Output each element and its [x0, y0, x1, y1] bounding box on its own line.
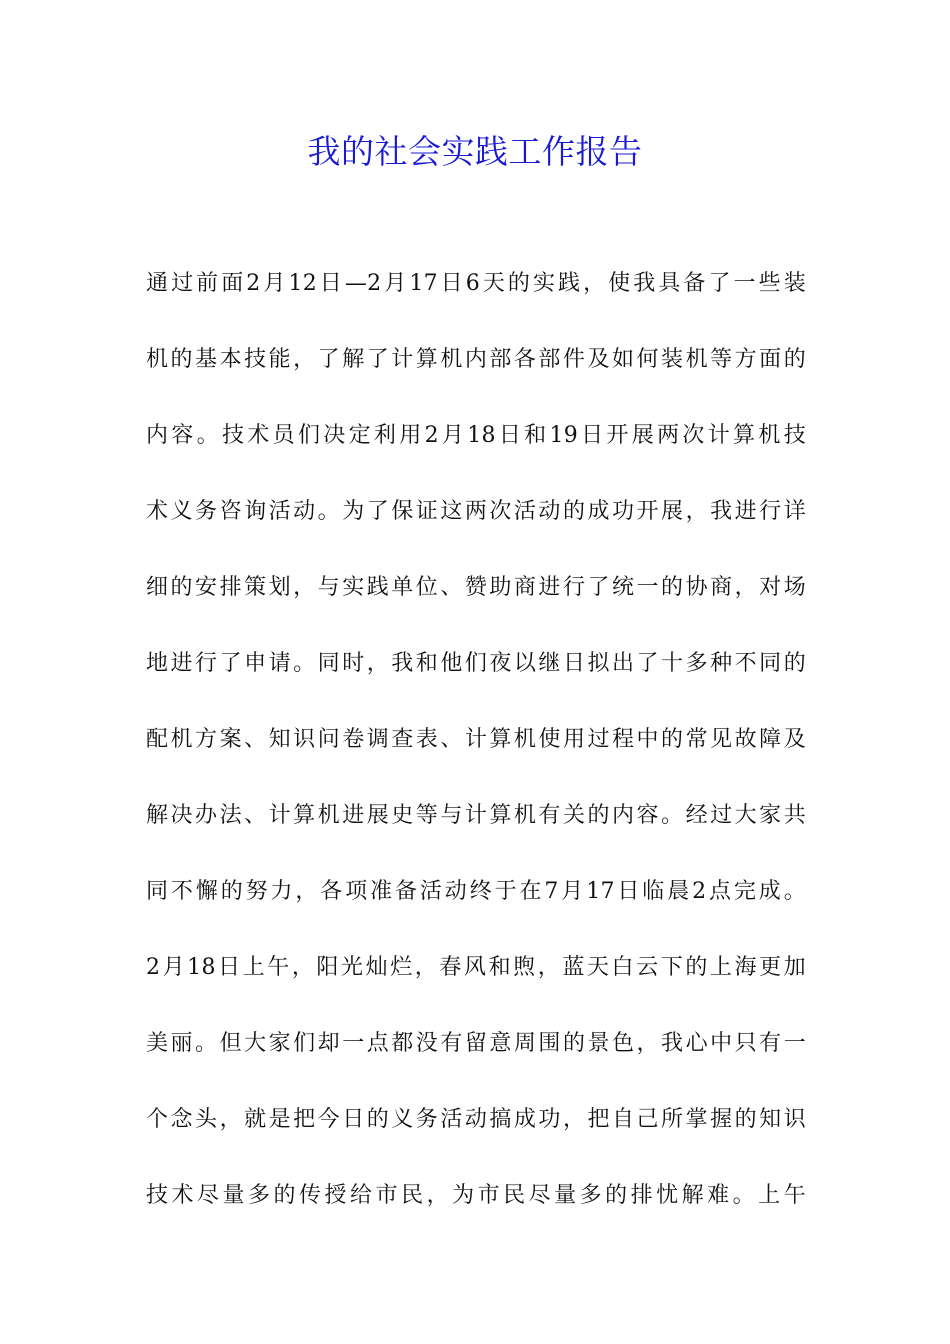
body-line: 配机方案、知识问卷调查表、计算机使用过程中的常见故障及 [146, 727, 806, 752]
body-line: 同不懈的努力，各项准备活动终于在7月17日临晨2点完成。 [146, 879, 806, 904]
page-title: 我的社会实践工作报告 [307, 132, 643, 171]
body-line: 个念头，就是把今日的义务活动搞成功，把自己所掌握的知识 [146, 1107, 806, 1132]
body-line: 美丽。但大家们却一点都没有留意周围的景色，我心中只有一 [146, 1031, 806, 1056]
body-line: 解决办法、计算机进展史等与计算机有关的内容。经过大家共 [146, 803, 806, 828]
body-line: 技术尽量多的传授给市民，为市民尽量多的排忧解难。上午 [146, 1183, 806, 1208]
body-line: 2月18日上午，阳光灿烂，春风和煦，蓝天白云下的上海更加 [146, 955, 806, 980]
body-line: 细的安排策划，与实践单位、赞助商进行了统一的协商，对场 [146, 575, 806, 600]
body-line: 机的基本技能，了解了计算机内部各部件及如何装机等方面的 [146, 347, 806, 372]
body-line: 通过前面2月12日—2月17日6天的实践，使我具备了一些装 [146, 271, 806, 296]
report-body [146, 262, 806, 1250]
body-line: 内容。技术员们决定利用2月18日和19日开展两次计算机技 [146, 423, 806, 448]
body-line: 术义务咨询活动。为了保证这两次活动的成功开展，我进行详 [146, 499, 806, 524]
body-line: 地进行了申请。同时，我和他们夜以继日拟出了十多种不同的 [146, 651, 806, 676]
